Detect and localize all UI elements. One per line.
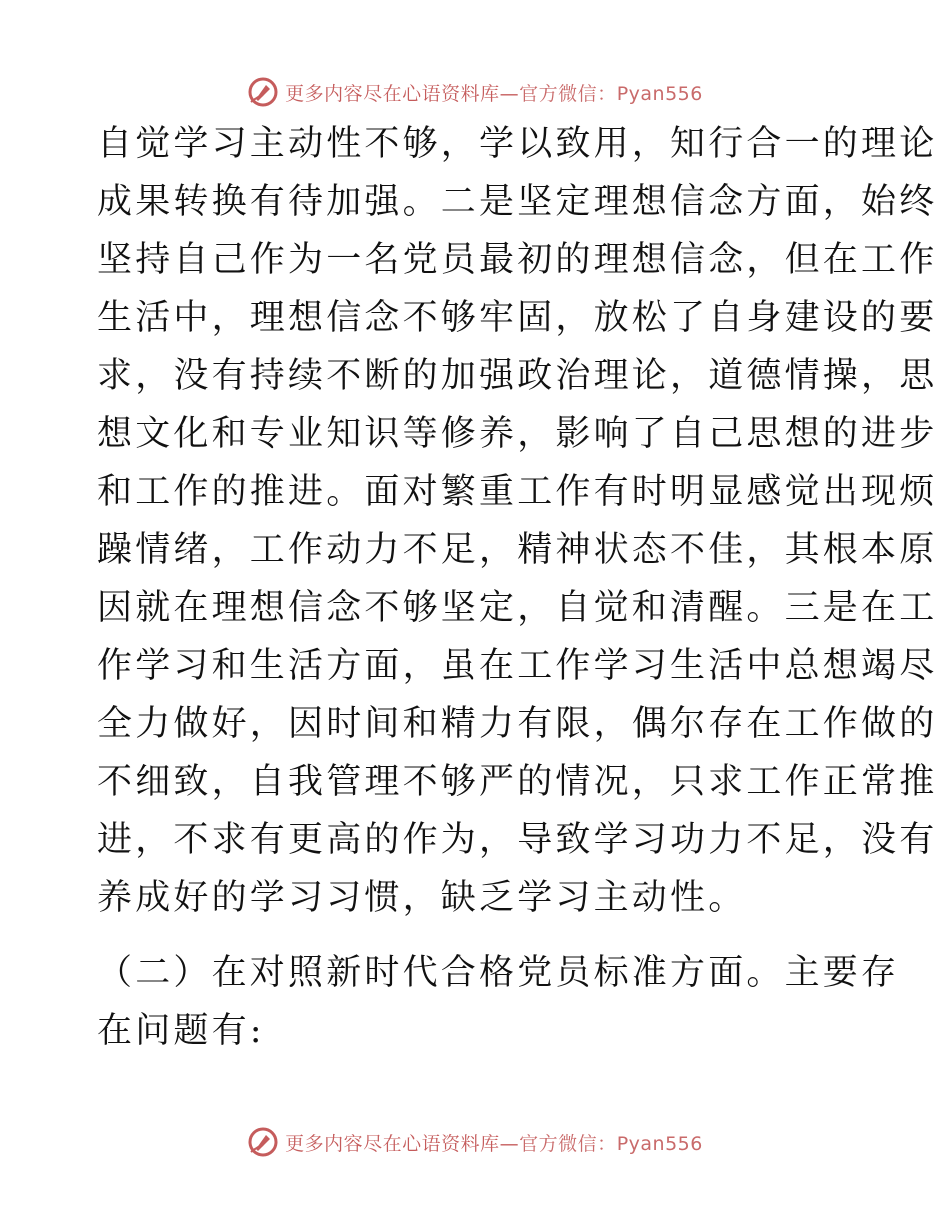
text-line: 求，没有持续不断的加强政治理论，道德情操，思: [97, 356, 938, 396]
text-line: 养成好的学习习惯，缺乏学习主动性。: [97, 878, 747, 918]
text-line: 成果转换有待加强。二是坚定理想信念方面，始终: [97, 182, 938, 222]
paragraph-1: [97, 115, 938, 927]
text-line: 进，不求有更高的作为，导致学习功力不足，没有: [97, 820, 938, 860]
banner-wechat-label: 官方微信：: [519, 1132, 617, 1155]
pen-nib-logo-icon: [247, 1126, 279, 1158]
banner-slogan: 更多内容尽在心语资料库: [285, 82, 500, 105]
footer-banner: [0, 1122, 950, 1162]
text-line: 全力做好，因时间和精力有限，偶尔存在工作做的: [97, 704, 938, 744]
banner-separator: —: [499, 82, 520, 105]
text-line: 自觉学习主动性不够，学以致用，知行合一的理论: [97, 124, 938, 164]
paragraph-spacer: [97, 927, 853, 944]
footer-banner-text: [285, 1129, 703, 1156]
section-heading: [97, 944, 900, 1060]
banner-separator: —: [499, 1132, 520, 1155]
document-body: [97, 115, 938, 1060]
text-line: 躁情绪，工作动力不足，精神状态不佳，其根本原: [97, 530, 938, 570]
pen-nib-logo-icon: [247, 76, 279, 108]
banner-wechat-label: 官方微信：: [519, 82, 617, 105]
header-banner-text: [285, 79, 703, 106]
heading-line: （二）在对照新时代合格党员标准方面。主要存: [97, 953, 900, 993]
banner-slogan: 更多内容尽在心语资料库: [285, 1132, 500, 1155]
text-line: 坚持自己作为一名党员最初的理想信念，但在工作: [97, 240, 938, 280]
banner-wechat-account: Pyan556: [616, 82, 703, 105]
text-line: 和工作的推进。面对繁重工作有时明显感觉出现烦: [97, 472, 938, 512]
heading-line: 在问题有:: [97, 1011, 265, 1051]
text-line: 生活中，理想信念不够牢固，放松了自身建设的要: [97, 298, 938, 338]
text-line: 不细致，自我管理不够严的情况，只求工作正常推: [97, 762, 938, 802]
header-banner: [0, 72, 950, 112]
banner-wechat-account: Pyan556: [616, 1132, 703, 1155]
text-line: 想文化和专业知识等修养，影响了自己思想的进步: [97, 414, 938, 454]
text-line: 因就在理想信念不够坚定，自觉和清醒。三是在工: [97, 588, 938, 628]
text-line: 作学习和生活方面，虽在工作学习生活中总想竭尽: [97, 646, 938, 686]
